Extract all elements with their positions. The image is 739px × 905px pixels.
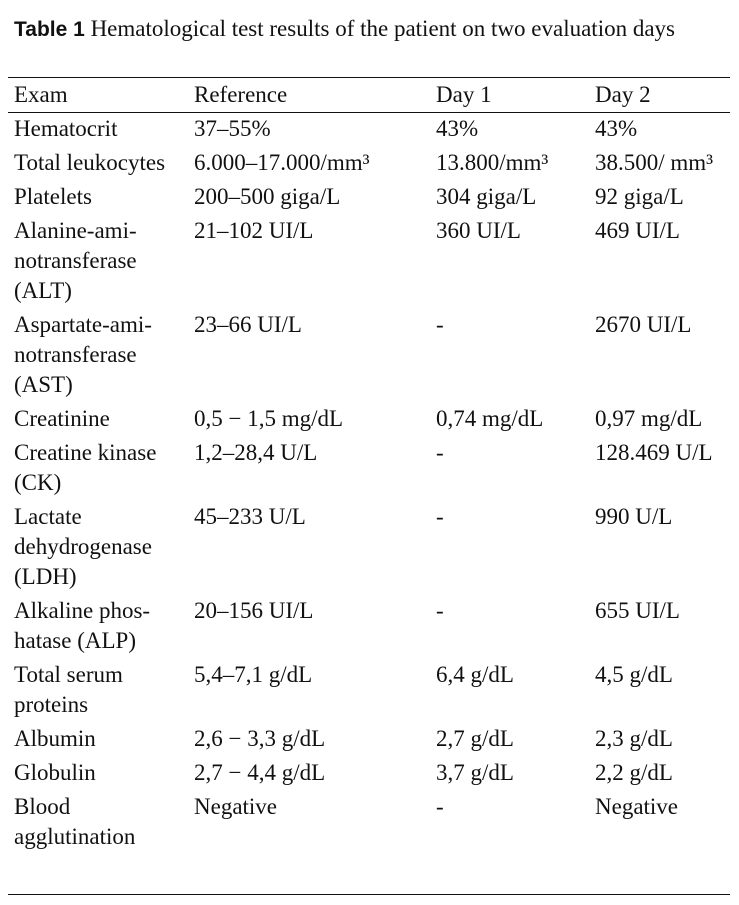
cell-day1-text: 304 giga/L [436,184,537,209]
cell-day1 [436,724,595,758]
cell-exam-text: Blood agglutination [14,794,136,849]
table-row [8,404,730,438]
table-row [8,724,730,758]
cell-day2-text: 2,2 g/dL [595,760,673,785]
cell-day2-text: 2670 UI/L [595,312,692,337]
cell-reference-text: 23–66 UI/L [194,312,302,337]
cell-exam [8,112,194,148]
cell-day2 [595,310,730,404]
table-body [8,112,730,856]
cell-exam-text: Platelets [14,184,92,209]
table-row [8,660,730,724]
cell-reference-text: Negative [194,794,278,819]
cell-day2 [595,404,730,438]
cell-reference-text: 2,6 − 3,3 g/dL [194,726,326,751]
cell-exam-text: Albumin [14,726,96,751]
cell-day2-text: 0,97 mg/dL [595,406,703,431]
cell-exam-text: Creatine kinase (CK) [14,440,157,495]
cell-day2 [595,112,730,148]
cell-day1 [436,438,595,502]
cell-reference [194,758,436,792]
cell-day2-text: 43% [595,116,638,141]
cell-exam [8,310,194,404]
cell-day1-text: 43% [436,116,479,141]
cell-day1-text: 3,7 g/dL [436,760,514,785]
cell-day2 [595,216,730,310]
cell-reference [194,438,436,502]
cell-exam-text: Lactate dehydrogenase (LDH) [14,504,152,589]
cell-reference-text: 20–156 UI/L [194,598,314,623]
cell-reference [194,112,436,148]
table-row [8,310,730,404]
cell-day2 [595,148,730,182]
cell-reference [194,182,436,216]
table-row [8,758,730,792]
cell-day1 [436,310,595,404]
cell-reference-text: 0,5 − 1,5 mg/dL [194,406,344,431]
cell-reference [194,792,436,856]
cell-day2 [595,660,730,724]
cell-reference-text: 21–102 UI/L [194,218,314,243]
cell-day2-text: 128.469 U/L [595,440,713,465]
cell-day2 [595,758,730,792]
cell-day1-text: 13.800/mm³ [436,150,549,175]
table-caption [14,14,734,45]
cell-exam [8,438,194,502]
cell-day1 [436,404,595,438]
cell-exam [8,758,194,792]
cell-reference [194,660,436,724]
cell-day1-text: - [436,312,444,337]
cell-day1 [436,596,595,660]
cell-exam-text: Hematocrit [14,116,118,141]
cell-exam [8,596,194,660]
cell-exam-text: Aspartate-ami- notransferase (AST) [14,312,152,397]
cell-exam [8,724,194,758]
cell-reference [194,148,436,182]
cell-day1-text: - [436,440,444,465]
cell-reference-text: 6.000–17.000/mm³ [194,150,370,175]
table-row [8,148,730,182]
column-header-exam: Exam [14,82,68,107]
cell-reference-text: 5,4–7,1 g/dL [194,662,313,687]
column-header-day2: Day 2 [595,82,651,107]
cell-day2 [595,438,730,502]
cell-reference-text: 37–55% [194,116,271,141]
cell-exam-text: Total leukocytes [14,150,166,175]
cell-exam [8,792,194,856]
cell-reference [194,502,436,596]
cell-day2 [595,724,730,758]
cell-day1-text: - [436,504,444,529]
cell-exam-text: Total serum proteins [14,662,123,717]
table-caption-text: Hematological test results of the patient on two evaluation days [90,16,675,41]
table-row [8,438,730,502]
cell-day1-text: 6,4 g/dL [436,662,514,687]
cell-day1 [436,758,595,792]
cell-exam [8,182,194,216]
cell-day2-text: 2,3 g/dL [595,726,673,751]
cell-day1 [436,792,595,856]
cell-reference-text: 1,2–28,4 U/L [194,440,318,465]
cell-day1 [436,660,595,724]
cell-reference [194,596,436,660]
results-table [8,78,730,856]
cell-exam-text: Creatinine [14,406,110,431]
cell-exam [8,660,194,724]
column-header-reference: Reference [194,82,288,107]
cell-day2-text: 4,5 g/dL [595,662,673,687]
cell-day1-text: - [436,794,444,819]
cell-exam [8,502,194,596]
cell-reference-text: 45–233 U/L [194,504,306,529]
cell-exam-text: Alkaline phos- hatase (ALP) [14,598,151,653]
cell-day1-text: 2,7 g/dL [436,726,514,751]
cell-day2-text: 92 giga/L [595,184,684,209]
cell-day1-text: - [436,598,444,623]
cell-exam-text: Globulin [14,760,96,785]
cell-reference-text: 200–500 giga/L [194,184,341,209]
table-caption-label: Table 1 [14,18,85,41]
cell-day2 [595,792,730,856]
cell-day1 [436,148,595,182]
cell-exam [8,404,194,438]
cell-day2-text: 655 UI/L [595,598,680,623]
cell-day2-text: 469 UI/L [595,218,680,243]
cell-day2 [595,182,730,216]
cell-day2 [595,502,730,596]
table-row [8,596,730,660]
table-row [8,502,730,596]
cell-reference [194,404,436,438]
cell-day1 [436,182,595,216]
cell-reference [194,724,436,758]
table-header-row [8,78,730,112]
cell-exam-text: Alanine-ami- notransferase (ALT) [14,218,137,303]
cell-day2-text: Negative [595,794,679,819]
table-row [8,792,730,856]
table-row [8,216,730,310]
cell-day1-text: 360 UI/L [436,218,521,243]
cell-day1 [436,216,595,310]
table-row [8,112,730,148]
table-row [8,182,730,216]
cell-day2-text: 990 U/L [595,504,673,529]
cell-exam [8,216,194,310]
column-header-day1: Day 1 [436,82,492,107]
cell-day2 [595,596,730,660]
cell-exam [8,148,194,182]
cell-day1 [436,112,595,148]
cell-day1 [436,502,595,596]
cell-day2-text: 38.500/ mm³ [595,150,714,175]
table-bottom-rule [8,894,730,895]
cell-reference [194,216,436,310]
cell-reference-text: 2,7 − 4,4 g/dL [194,760,326,785]
cell-day1-text: 0,74 mg/dL [436,406,544,431]
cell-reference [194,310,436,404]
